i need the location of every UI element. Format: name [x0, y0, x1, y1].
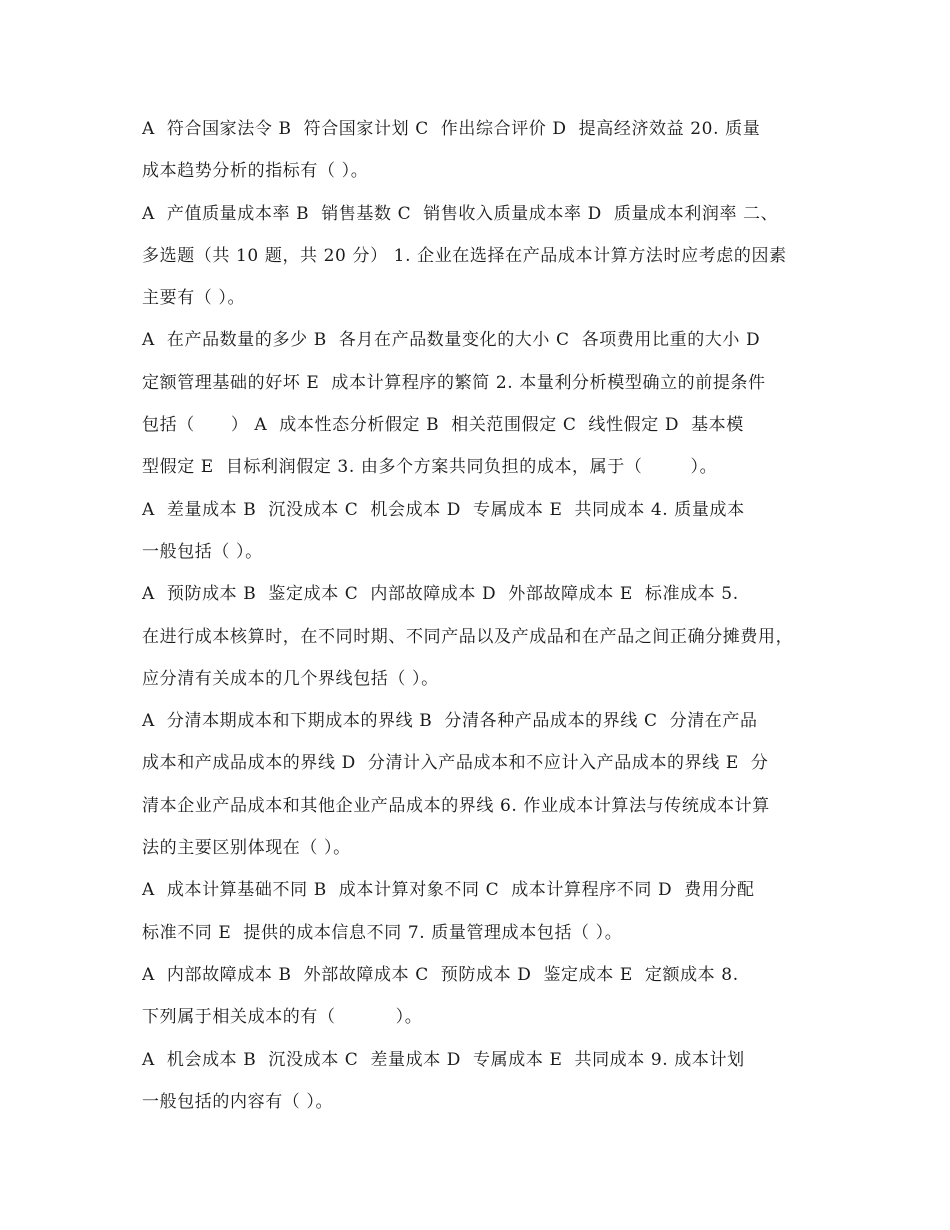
text-line: 多选题（共 10 题，共 20 分） 1. 企业在选择在产品成本计算方法时应考虑的因素: [142, 245, 787, 266]
text-line: 包括（ ） A 成本性态分析假定 B 相关范围假定 C 线性假定 D 基本模: [142, 415, 744, 436]
text-line: A 成本计算基础不同 B 成本计算对象不同 C 成本计算程序不同 D 费用分配: [142, 880, 755, 901]
text-line: A 内部故障成本 B 外部故障成本 C 预防成本 D 鉴定成本 E 定额成本 8.: [142, 964, 739, 985]
text-line: A 机会成本 B 沉没成本 C 差量成本 D 专属成本 E 共同成本 9. 成本计划: [142, 1049, 745, 1070]
text-line: 清本企业产品成本和其他企业产品成本的界线 6. 作业成本计算法与传统成本计算: [142, 795, 770, 816]
text-line: 主要有（ ）。: [142, 288, 246, 309]
text-line: A 在产品数量的多少 B 各月在产品数量变化的大小 C 各项费用比重的大小 D: [142, 330, 761, 351]
text-line: 成本和产成品成本的界线 D 分清计入产品成本和不应计入产品成本的界线 E 分: [142, 753, 769, 774]
text-line: A 分清本期成本和下期成本的界线 B 分清各种产品成本的界线 C 分清在产品: [142, 711, 758, 732]
text-line: 法的主要区别体现在（ ）。: [142, 838, 351, 859]
text-line: 定额管理基础的好坏 E 成本计算程序的繁简 2. 本量利分析模型确立的前提条件: [142, 372, 766, 393]
text-line: A 差量成本 B 沉没成本 C 机会成本 D 专属成本 E 共同成本 4. 质量成本: [142, 499, 745, 520]
text-line: 一般包括的内容有（ ）。: [142, 1091, 334, 1112]
text-line: A 符合国家法令 B 符合国家计划 C 作出综合评价 D 提高经济效益 20. 质量: [142, 119, 761, 139]
text-line: A 产值质量成本率 B 销售基数 C 销售收入质量成本率 D 质量成本利润率 二、: [142, 203, 779, 224]
document-text: [142, 108, 832, 1123]
text-line: A 预防成本 B 鉴定成本 C 内部故障成本 D 外部故障成本 E 标准成本 5.: [142, 584, 739, 605]
text-line: 下列属于相关成本的有（ ）。: [142, 1007, 423, 1028]
text-line: 应分清有关成本的几个界线包括（ ）。: [142, 668, 439, 689]
text-line: 型假定 E 目标利润假定 3. 由多个方案共同负担的成本，属于（ ）。: [142, 457, 718, 478]
text-line: 在进行成本核算时，在不同时期、不同产品以及产成品和在产品之间正确分摊费用，: [142, 626, 794, 647]
text-line: 标准不同 E 提供的成本信息不同 7. 质量管理成本包括（ ）。: [142, 922, 623, 943]
text-line: 成本趋势分析的指标有（ ）。: [142, 161, 369, 182]
text-line: 一般包括（ ）。: [142, 541, 263, 562]
